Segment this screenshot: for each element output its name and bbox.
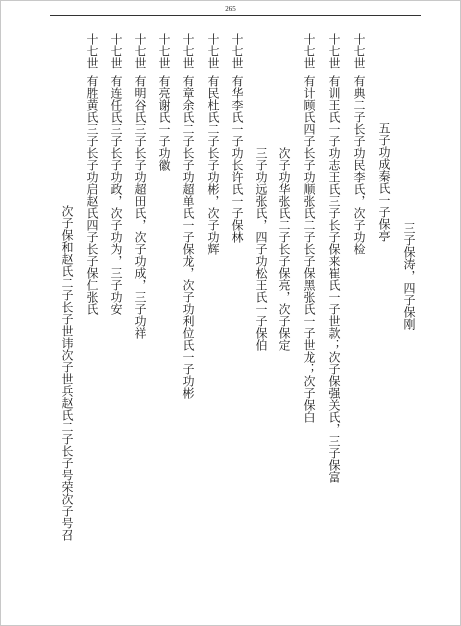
genealogy-column [352,33,366,255]
column-text: 有民杜氏二子长子功彬，次子功辉 [206,75,220,255]
generation-label: 十七世 [230,33,244,69]
column-text: 五子功成秦氏一子保亭 [377,122,391,242]
genealogy-column [277,147,291,351]
genealogy-column [109,33,123,315]
column-text: 三子保涛，四子保刚 [402,222,416,330]
genealogy-column [181,33,195,399]
column-text: 次子功华张氏二子长子保亮，次子保定 [277,147,291,351]
generation-label: 十七世 [133,33,147,69]
genealogy-column [157,33,171,171]
header-rule [50,15,421,16]
column-text: 有胜黄氏三子长子功启赵氏四子长子保仁张氏 [85,75,99,315]
column-text: 有亮谢氏一子功徽 [157,75,171,171]
generation-label: 十七世 [181,33,195,69]
genealogy-column [230,33,244,243]
generation-label: 十七世 [157,33,171,69]
column-text: 有连任氏三子长子功政，次子功为，三子功安 [109,75,123,315]
generation-label: 十七世 [109,33,123,69]
generation-label: 十七世 [206,33,220,69]
genealogy-column [85,33,99,315]
genealogy-column [60,205,74,541]
column-text: 有训王氏一子功志王氏三子长子保来崔氏一子世款；次子保强关氏，三子保富 [327,75,341,483]
generation-label: 十七世 [302,33,316,69]
column-text: 有计顾氏四子长子功顺张氏二子长子保黑张氏一子世龙；次子保白 [302,75,316,423]
generation-label: 十七世 [352,33,366,69]
generation-label: 十七世 [327,33,341,69]
column-text: 有华李氏一子功长许氏一子保林 [230,75,244,243]
genealogy-column [302,33,316,423]
column-text: 有典二子长子功民李氏，次子功检 [352,75,366,255]
generation-label: 十七世 [85,33,99,69]
page-number: 265 [225,5,236,13]
column-text: 三子功远张氏，四子功松王氏一子保伯 [254,147,268,351]
genealogy-column [402,222,416,330]
genealogy-column [206,33,220,255]
column-text: 有明谷氏三子长子功超田氏，次子功成，三子功祥 [133,75,147,339]
column-text: 次子保和赵氏二子长子世讳次子世兵赵氏二子长子号荣次子号召 [60,205,74,541]
genealogy-column [133,33,147,339]
genealogy-column [377,122,391,242]
genealogy-column [254,147,268,351]
column-text: 有章余氏二子长子功超单氏一子保龙，次子功利位氏一子功彬 [181,75,195,399]
genealogy-column [327,33,341,483]
